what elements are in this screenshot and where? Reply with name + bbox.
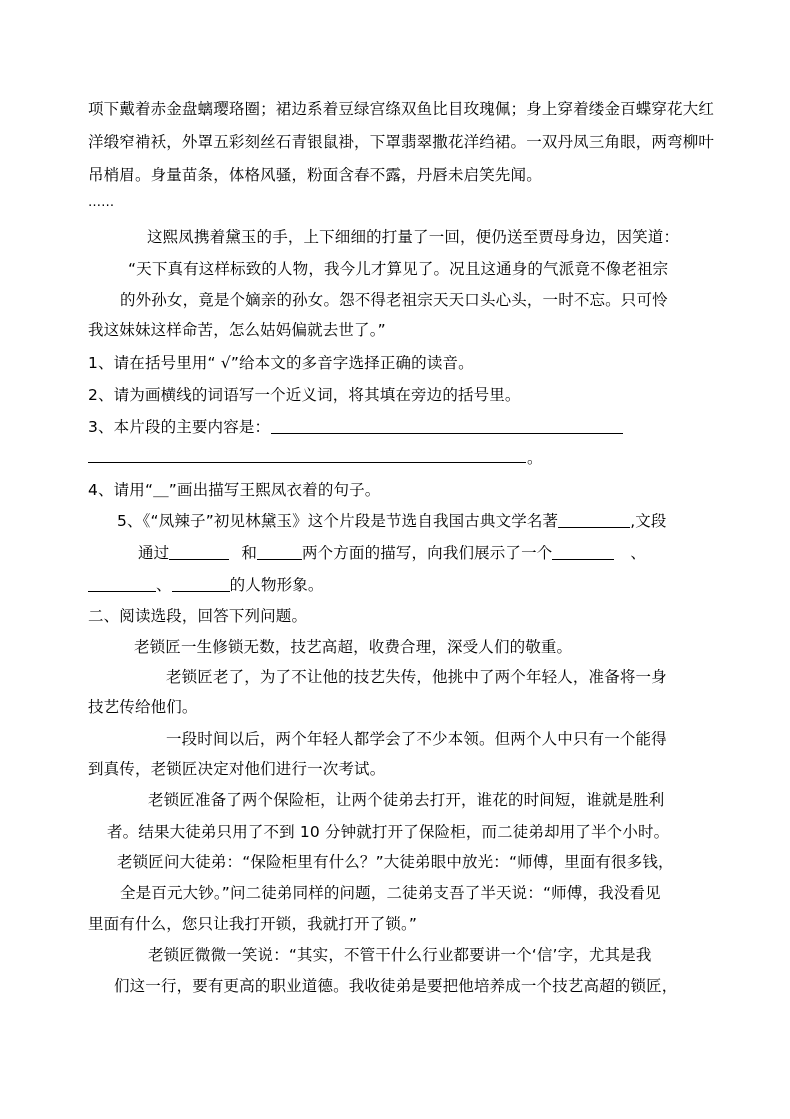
question-5-line1 (117, 511, 667, 531)
question-3 (88, 417, 270, 437)
story-paragraph: 里面有什么，您只让我打开锁，我就打开了锁。” (88, 915, 418, 933)
answer-line[interactable] (271, 433, 623, 434)
question-3-text: 3、本片段的主要内容是： (88, 418, 271, 436)
story-paragraph: 们这一行，要有更高的职业道德。我收徒弟是要把他培养成一个技艺高超的锁匠， (114, 977, 678, 995)
answer-line[interactable] (88, 462, 526, 463)
story-paragraph: 老锁匠老了，为了不让他的技艺失传，他挑中了两个年轻人，准备将一身 (166, 668, 667, 686)
question-3-end: 。 (527, 449, 543, 467)
passage-line: 吊梢眉。身量苗条，体格风骚，粉面含春不露，丹唇未启笑先闻。 (88, 166, 542, 184)
story-paragraph: 一段时间以后，两个年轻人都学会了不少本领。但两个人中只有一个能得 (166, 730, 667, 748)
question-5-text: 5、《“凤辣子”初见林黛玉》这个片段是节选自我国古典文学名著 (117, 512, 559, 530)
story-paragraph: 老锁匠微微一笑说：“其实，不管干什么行业都要讲一个‘信’字，尤其是我 (148, 946, 652, 964)
question-5-text: 通过 (138, 544, 170, 562)
story-paragraph: 者。结果大徒弟只用了不到 10 分钟就打开了保险柜，而二徒弟却用了半个小时。 (107, 823, 670, 841)
story-paragraph: 全是百元大钞。”问二徒弟同样的问题，二徒弟支吾了半天说：“师傅，我没看见 (120, 884, 661, 902)
question-5-line3 (88, 575, 324, 595)
passage-line: 项下戴着赤金盘螭璎珞圈；裙边系着豆绿宫绦双鱼比目玫瑰佩；身上穿着缕金百蝶穿花大红 (88, 100, 715, 118)
question-2: 2、请为画横线的词语写一个近义词，将其填在旁边的括号里。 (88, 386, 521, 404)
question-5-line2 (138, 543, 646, 563)
answer-blank[interactable] (558, 513, 630, 528)
question-5-text: ,文段 (630, 512, 667, 530)
passage-line: 洋缎窄褃袄，外罩五彩刻丝石青银鼠褂，下罩翡翠撒花洋绉裙。一双丹凤三角眼，两弯柳叶 (88, 133, 715, 151)
question-5-text: 的人物形象。 (229, 576, 324, 594)
story-paragraph: 老锁匠问大徒弟：“保险柜里有什么？”大徒弟眼中放光：“师傅，里面有很多钱， (117, 853, 674, 871)
answer-blank[interactable] (552, 545, 614, 560)
answer-blank[interactable] (257, 545, 302, 560)
answer-blank[interactable] (169, 545, 229, 560)
ellipsis: …… (88, 195, 115, 210)
question-5-text: 、 (156, 576, 172, 594)
story-paragraph: 老锁匠一生修锁无数，技艺高超，收费合理，深受人们的敬重。 (134, 638, 573, 656)
passage-line: 我这妹妹这样命苦，怎么姑妈偏就去世了。” (88, 321, 386, 339)
story-paragraph: 到真传，老锁匠决定对他们进行一次考试。 (88, 760, 386, 778)
passage-line: “天下真有这样标致的人物，我今儿才算见了。况且这通身的气派竟不像老祖宗 (128, 260, 669, 278)
passage-line: 的外孙女，竟是个嫡亲的孙女。怨不得老祖宗天天口头心头，一时不忘。只可怜 (120, 291, 668, 309)
question-1: 1、请在括号里用“ √”给本文的多音字选择正确的读音。 (88, 354, 474, 372)
story-paragraph: 老锁匠准备了两个保险柜，让两个徒弟去打开，谁花的时间短，谁就是胜利 (148, 791, 665, 809)
story-paragraph: 技艺传给他们。 (88, 698, 198, 716)
answer-blank[interactable] (88, 577, 156, 592)
question-4: 4、请用“＿”画出描写王熙凤衣着的句子。 (88, 481, 381, 499)
question-5-text: 、 (630, 544, 647, 562)
passage-line: 这熙凤携着黛玉的手，上下细细的打量了一回，便仍送至贾母身边，因笑道： (147, 228, 680, 246)
question-5-text: 和 (241, 544, 257, 562)
answer-blank[interactable] (172, 577, 230, 592)
question-5-text: 两个方面的描写，向我们展示了一个 (301, 544, 553, 562)
section-2-heading: 二、阅读选段，回答下列问题。 (88, 607, 308, 625)
